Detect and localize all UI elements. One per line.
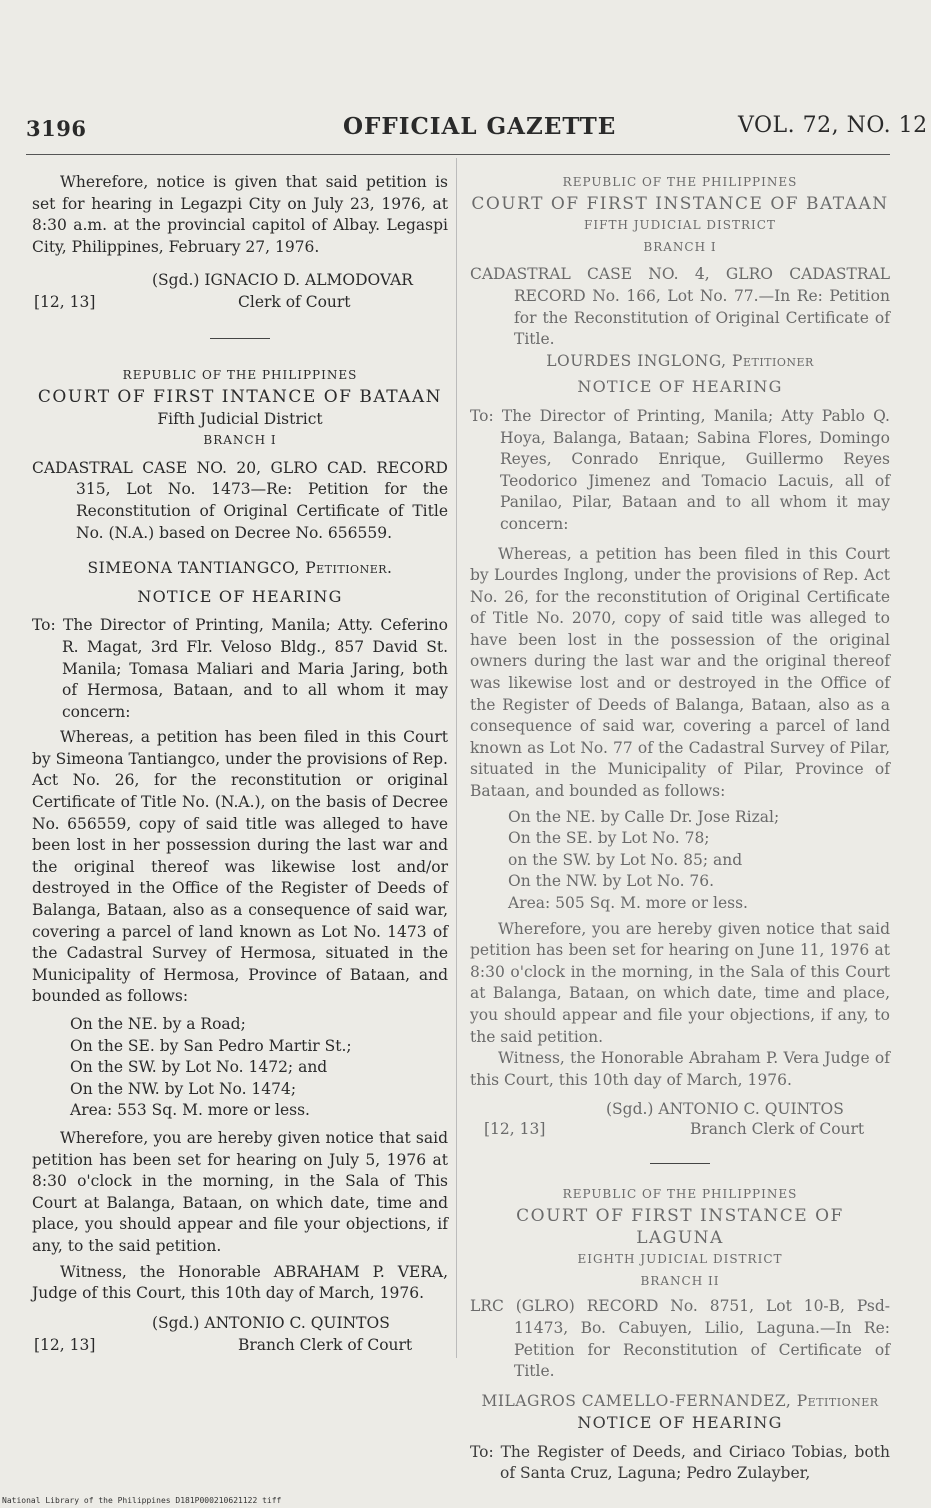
publication-title: OFFICIAL GAZETTE (343, 113, 617, 140)
case-caption: LRC (GLRO) RECORD No. 8751, Lot 10-B, Psd-11473, Bo. Cabuyen, Lilio, Laguna.—In Re: Petition for Reconstitution of Certificate of Title. (470, 1297, 890, 1381)
section-separator (210, 338, 270, 339)
boundary-line: On the NW. by Lot No. 1474; (70, 1079, 297, 1098)
case-caption: CADASTRAL CASE NO. 20, GLRO CAD. RECORD 315, Lot No. 1473—Re: Petition for the Reconstitution of Original Certificate of Title No. (N.A.) based on Decree No. 656559. (32, 458, 448, 542)
notice-heading: NOTICE OF HEARING (577, 1413, 783, 1433)
republic-heading: REPUBLIC OF THE PHILIPPINES (562, 1187, 798, 1202)
page-number: 3196 (26, 116, 87, 141)
boundaries-list (32, 1014, 448, 1122)
boundary-line: Area: 505 Sq. M. more or less. (508, 894, 748, 912)
signature-role: Branch Clerk of Court (690, 1120, 865, 1139)
signature-role: Clerk of Court (238, 293, 351, 312)
witness-paragraph: Witness, the Honorable ABRAHAM P. VERA, Judge of this Court, this 10th day of March, 1976. (32, 1262, 448, 1303)
scan-footer: National Library of the Philippines D181P000210621122 tiff (2, 1496, 282, 1505)
signature-name: (Sgd.) ANTONIO C. QUINTOS (606, 1100, 844, 1119)
addressees: To: The Director of Printing, Manila; Atty. Ceferino R. Magat, 3rd Flr. Veloso Bldg., 857 David St. Manila; Tomasa Maliari and Maria Jaring, both of Hermosa, Bataan, and to all whom it may concern: (32, 616, 448, 721)
notice2-signature (470, 1099, 890, 1145)
addressees: To: The Register of Deeds, and Ciriaco Tobias, both of Santa Cruz, Laguna; Pedro Zulayber, (470, 1442, 890, 1483)
wherefore-paragraph: Wherefore, you are hereby given notice that said petition has been set for hearing on July 5, 1976 at 8:30 o'clock in the morning, in the Sala of This Court at Balanga, Bataan, on which date, time and place, you should appear and file your objections, if any, to the said petition. (32, 1128, 448, 1255)
district-heading: FIFTH JUDICIAL DISTRICT (584, 218, 776, 233)
column-divider (456, 158, 457, 1358)
header-rule (26, 154, 890, 155)
signature-role: Branch Clerk of Court (238, 1335, 413, 1354)
issue-reference: [12, 13] (34, 293, 96, 312)
issue-reference: [12, 13] (34, 1335, 96, 1354)
signature-name: (Sgd.) ANTONIO C. QUINTOS (152, 1313, 390, 1332)
petitioner-line: SIMEONA TANTIANGCO, Petitioner. (87, 559, 393, 578)
witness-paragraph: Witness, the Honorable Abraham P. Vera Judge of this Court, this 10th day of March, 1976. (470, 1049, 890, 1089)
petitioner-line: LOURDES INGLONG, Petitioner (546, 351, 814, 370)
notice1-signature (32, 1313, 448, 1359)
republic-heading: REPUBLIC OF THE PHILIPPINES (122, 368, 358, 383)
notice-heading: NOTICE OF HEARING (577, 377, 783, 397)
case-caption: CADASTRAL CASE NO. 4, GLRO CADASTRAL RECORD No. 166, Lot No. 77.—In Re: Petition for the Reconstitution of Original Certificate of Title. (470, 265, 890, 349)
republic-heading: REPUBLIC OF THE PHILIPPINES (562, 175, 798, 189)
branch-heading: BRANCH II (640, 1273, 720, 1288)
boundary-line: On the NE. by a Road; (70, 1015, 246, 1033)
intro-paragraph: Wherefore, notice is given that said petition is set for hearing in Legazpi City on July 23, 1976, at 8:30 a.m. at the provincial capitol of Albay. Legaspi City, Philippines, February 27, 1976. (32, 173, 448, 256)
boundaries-list (470, 807, 890, 915)
left-column (32, 172, 448, 1359)
section-separator (650, 1163, 710, 1164)
boundary-line: On the SW. by Lot No. 1472; and (70, 1058, 328, 1077)
volume-number: VOL. 72, NO. 12 (738, 113, 928, 138)
issue-reference: [12, 13] (484, 1120, 546, 1139)
boundary-line: On the NE. by Calle Dr. Jose Rizal; (508, 807, 780, 826)
whereas-paragraph: Whereas, a petition has been filed in this Court by Lourdes Inglong, under the provisions of Rep. Act No. 26, for the reconstitution of Original Certificate of Title No. 2070, copy of said title was alleged to have been lost in the possession of the original owners during the last war and the original thereof was likewise lost and or destroyed in the Office of the Register of Deeds of Balanga, Bataan, also as a consequence of said war, covering a parcel of land known as Lot No. 77 of the Cadastral Survey of Pilar, situated in the Municipality of Pilar, Province of Bataan, and bounded as follows: (470, 544, 890, 801)
court-heading: COURT OF FIRST INSTANCE OF LAGUNA (516, 1205, 844, 1248)
district-heading: Fifth Judicial District (157, 409, 323, 428)
branch-heading: BRANCH I (203, 433, 277, 448)
boundary-line: On the SE. by Lot No. 78; (508, 829, 710, 848)
wherefore-paragraph: Wherefore, you are hereby given notice that said petition has been set for hearing on June 11, 1976 at 8:30 o'clock in the morning, in the Sala of this Court at Balanga, Bataan, on which date, time and place, you should appear and file your objections, if any, to the said petition. (470, 919, 890, 1046)
petitioner-line: MILAGROS CAMELLO-FERNANDEZ, Petitioner (481, 1391, 879, 1410)
boundary-line: Area: 553 Sq. M. more or less. (70, 1101, 310, 1120)
boundary-line: On the SE. by San Pedro Martir St.; (70, 1036, 352, 1055)
boundary-line: On the NW. by Lot No. 76. (508, 872, 715, 891)
district-heading: EIGHTH JUDICIAL DISTRICT (577, 1252, 783, 1267)
court-heading: COURT OF FIRST INSTANCE OF BATAAN (471, 193, 889, 214)
whereas-paragraph: Whereas, a petition has been filed in this Court by Simeona Tantiangco, under the provisions of Rep. Act No. 26, for the reconstitution or original Certificate of Title No. (N.A.), on the basis of Decree No. 656559, copy of said title was alleged to have been lost in her possession during the last war and the original thereof was likewise lost and/or destroyed in the Office of the Register of Deeds of Balanga, Bataan, also as a consequence of said war, covering a parcel of land known as Lot No. 1473 of the Cadastral Survey of Hermosa, situated in the Municipality of Hermosa, Province of Bataan, and bounded as follows: (32, 728, 448, 1006)
branch-heading: BRANCH I (643, 239, 717, 254)
signature-name: (Sgd.) IGNACIO D. ALMODOVAR (152, 271, 413, 290)
boundary-line: on the SW. by Lot No. 85; and (508, 850, 743, 869)
court-heading: COURT OF FIRST INTANCE OF BATAAN (37, 386, 443, 407)
addressees: To: The Director of Printing, Manila; Atty Pablo Q. Hoya, Balanga, Bataan; Sabina Flores, Domingo Reyes, Conrado Enrique, Guillermo Reyes Teodorico Jimenez and Tomacio Lacuis, all of Panilao, Pilar, Bataan and to all whom it may concern: (470, 406, 890, 533)
right-column (470, 172, 890, 1485)
notice-heading: NOTICE OF HEARING (137, 586, 343, 606)
intro-signature (32, 270, 448, 316)
